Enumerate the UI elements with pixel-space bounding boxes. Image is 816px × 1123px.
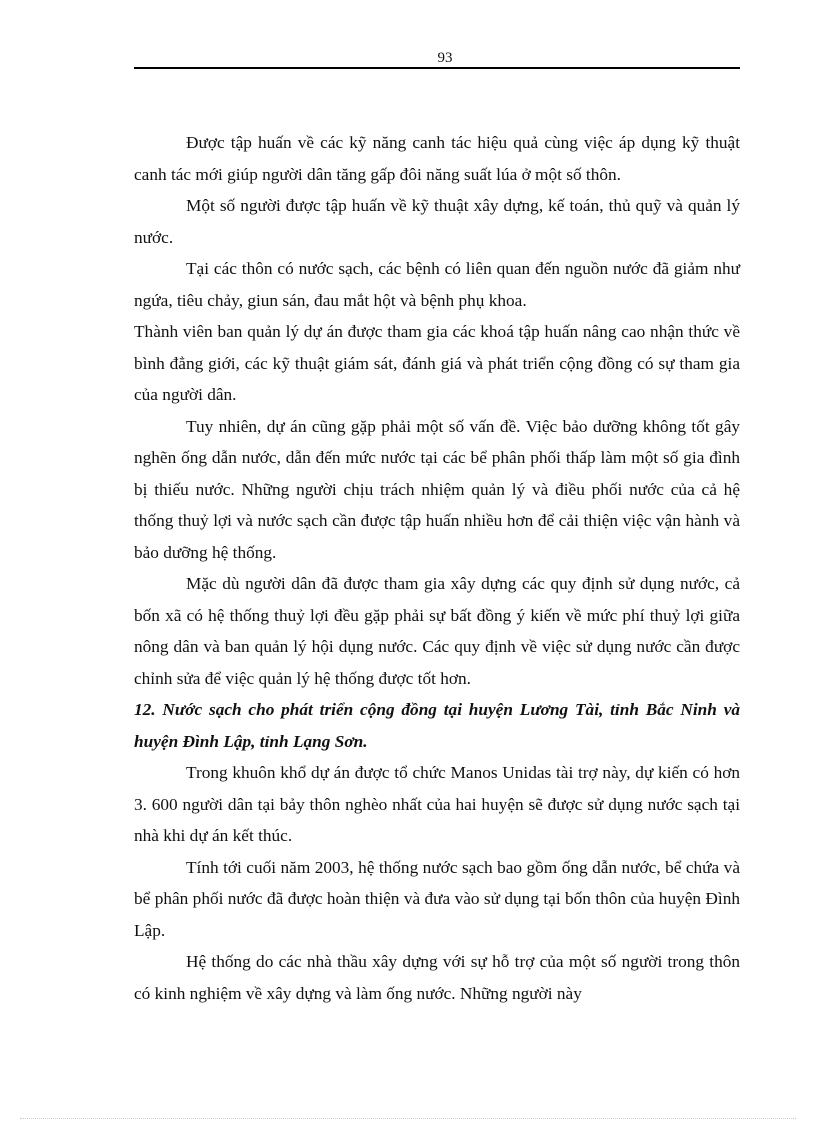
paragraph-8: Tính tới cuối năm 2003, hệ thống nước sạch bao gồm ống dẫn nước, bể chứa và bể phân phối nước đã được hoàn thiện và đưa vào sử dụng tại bốn thôn của huyện Đình Lập.: [134, 857, 740, 940]
paragraph-9: Hệ thống do các nhà thầu xây dựng với sự hỗ trợ của một số người trong thôn có kinh nghiệm về xây dựng và làm ống nước. Những người này: [134, 952, 740, 1003]
paragraph-2: Một số người được tập huấn về kỹ thuật xây dựng, kế toán, thủ quỹ và quản lý nước.: [134, 196, 740, 247]
footer-divider: [20, 1118, 796, 1119]
page-number: 93: [437, 50, 453, 66]
paragraph-6: Mặc dù người dân đã được tham gia xây dựng các quy định sử dụng nước, cả bốn xã có hệ thống thuỷ lợi đều gặp phải sự bất đồng ý kiến về mức phí thuỷ lợi giữa nông dân và ban quản lý hội dụng nước. Các quy định về việc sử dụng nước cần được chỉnh sửa để việc quản lý hệ thống được tốt hơn.: [134, 574, 740, 688]
paragraph-3: Tại các thôn có nước sạch, các bệnh có liên quan đến nguồn nước đã giảm như ngứa, tiêu chảy, giun sán, đau mắt hột và bệnh phụ khoa.: [134, 259, 740, 310]
paragraph-7: Trong khuôn khổ dự án được tổ chức Manos Unidas tài trợ này, dự kiến có hơn 3. 600 người dân tại bảy thôn nghèo nhất của hai huyện sẽ được sử dụng nước sạch tại nhà khi dự án kết thúc.: [134, 763, 740, 845]
paragraph-4: Thành viên ban quản lý dự án được tham gia các khoá tập huấn nâng cao nhận thức về bình đẳng giới, các kỹ thuật giám sát, đánh giá và phát triển cộng đồng có sự tham gia của người dân.: [134, 322, 740, 404]
paragraph-5: Tuy nhiên, dự án cũng gặp phải một số vấn đề. Việc bảo dưỡng không tốt gây nghẽn ống dẫn nước, dẫn đến mức nước tại các bể phân phối thấp làm một số gia đình bị thiếu nước. Những người chịu trách nhiệm quản lý và điều phối nước của cả hệ thống thuỷ lợi và nước sạch cần được tập huấn nhiều hơn để cải thiện việc vận hành và bảo dưỡng hệ thống.: [134, 416, 740, 562]
section-heading: 12. Nước sạch cho phát triển cộng đồng tại huyện Lương Tài, tỉnh Bắc Ninh và huyện Đình Lập, tỉnh Lạng Sơn.: [134, 700, 740, 751]
document-body: [134, 127, 740, 1009]
header-rule: [134, 67, 740, 69]
paragraph-1: Được tập huấn về các kỹ năng canh tác hiệu quả cùng việc áp dụng kỹ thuật canh tác mới giúp người dân tăng gấp đôi năng suất lúa ở một số thôn.: [134, 133, 740, 184]
